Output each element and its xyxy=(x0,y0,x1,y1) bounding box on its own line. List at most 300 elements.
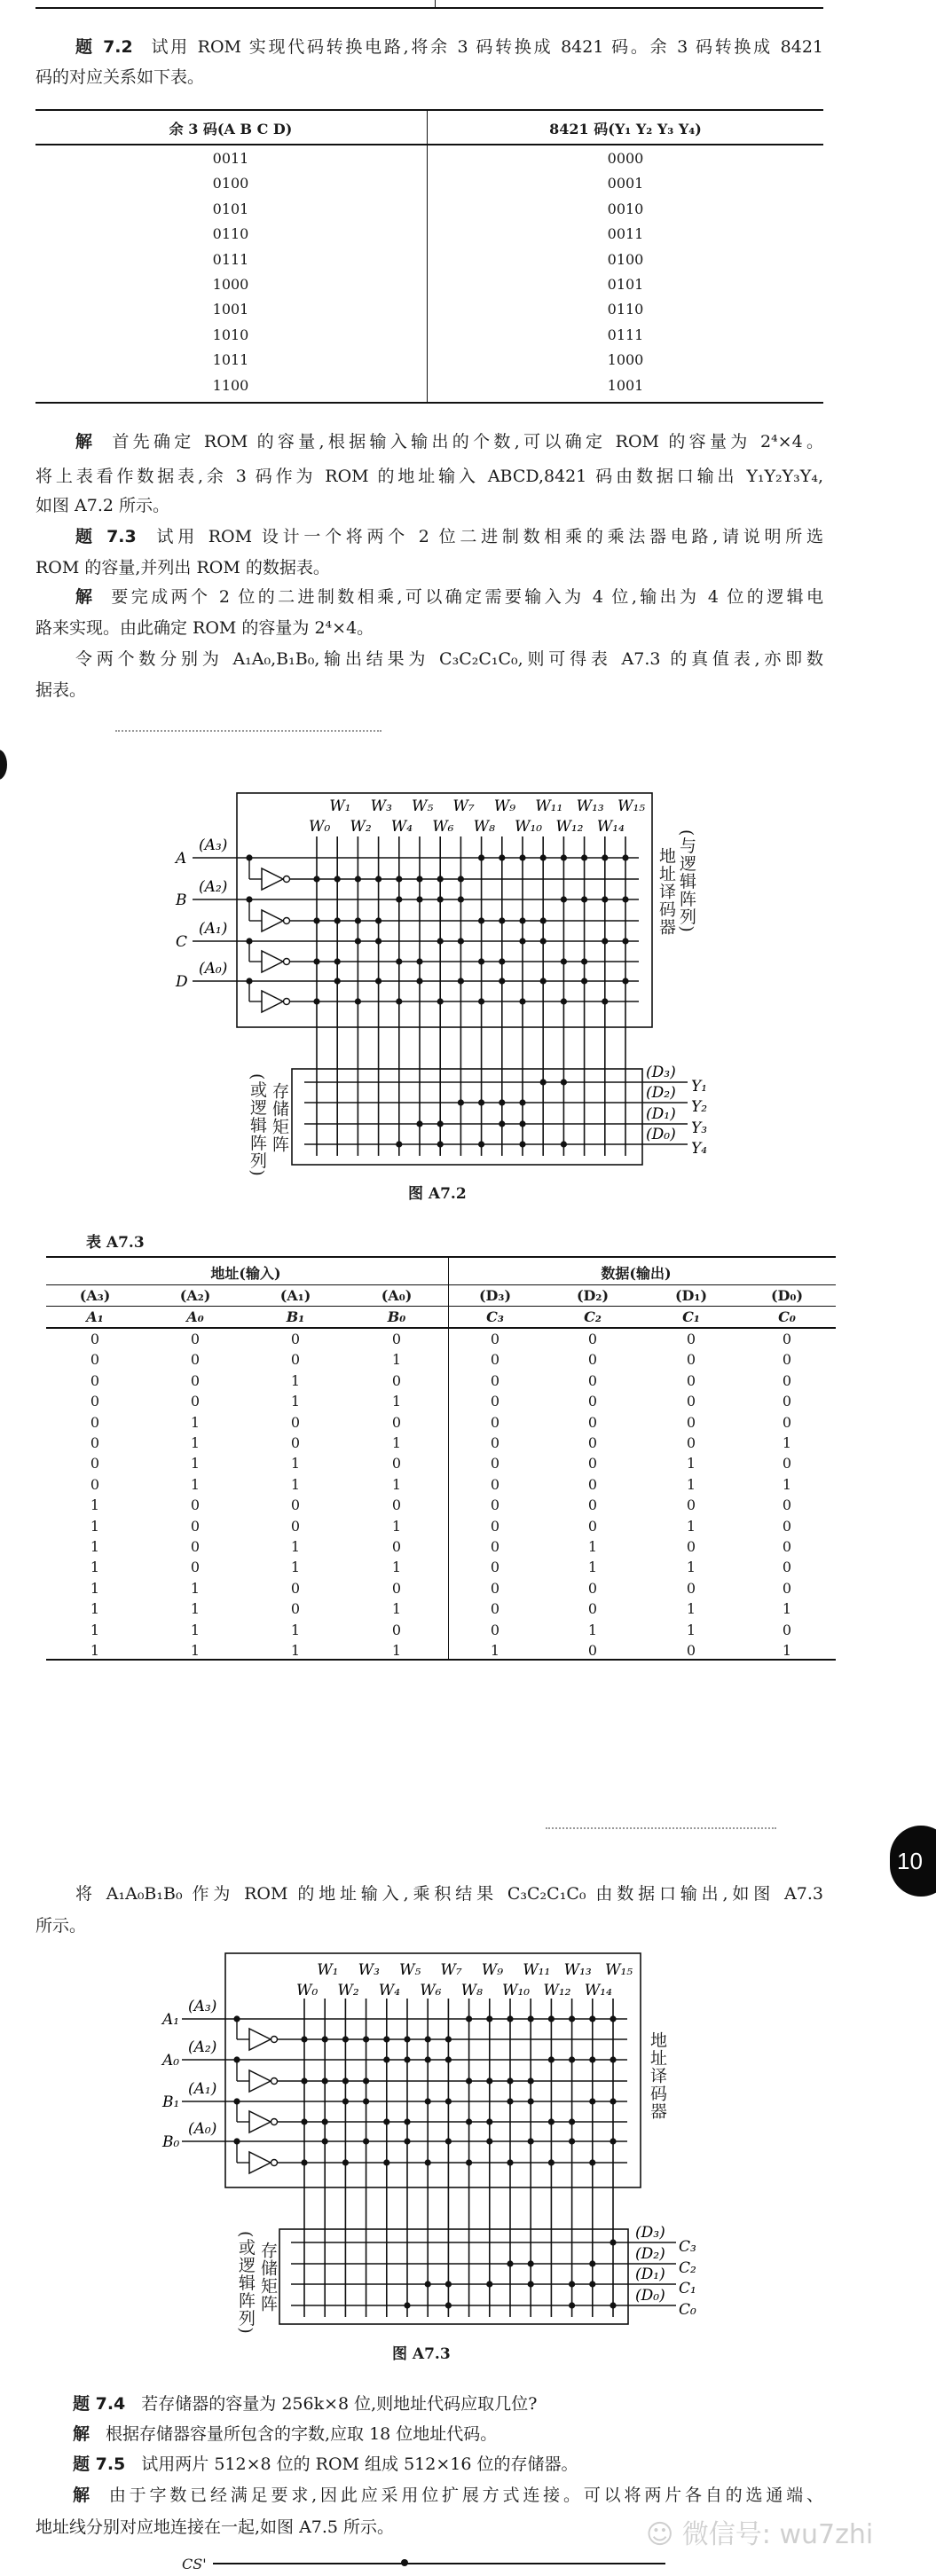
table-cell: 1 xyxy=(686,1600,696,1618)
table-cell: 1 xyxy=(587,1538,598,1555)
connection-dot xyxy=(569,2281,575,2287)
table-cell: 0 xyxy=(782,1331,792,1347)
input-address-label: (A₀) xyxy=(199,960,228,978)
table-cell: 1 xyxy=(782,1600,792,1618)
table-cell: 1 xyxy=(686,1517,696,1535)
table-cell: 0 xyxy=(290,1413,301,1431)
table-cell: 1 xyxy=(190,1475,201,1493)
table-cell-excess3: 0111 xyxy=(212,250,249,268)
word-label-w6: W₆ xyxy=(432,818,454,836)
connection-dot xyxy=(589,2281,595,2287)
table-cell: 0 xyxy=(290,1600,301,1618)
connection-dot xyxy=(445,2098,452,2104)
connection-dot xyxy=(610,2239,616,2245)
table-cell: 0 xyxy=(290,1351,301,1369)
word-label-w15: W₁₅ xyxy=(617,797,646,815)
table-cell: 0 xyxy=(686,1434,696,1451)
table-cell: 0 xyxy=(490,1579,500,1597)
problem-7-2-line-2: 码的对应关系如下表。 xyxy=(35,67,205,87)
table-cell: 0 xyxy=(686,1371,696,1389)
table-cell: 1 xyxy=(190,1621,201,1638)
var-header: A₁ xyxy=(86,1308,104,1325)
connection-dot xyxy=(528,2098,534,2104)
text: 试用两片 512×8 位的 ROM 组成 512×16 位的存储器。 xyxy=(141,2454,578,2474)
table-cell: 0 xyxy=(90,1413,100,1431)
table-cell: 1 xyxy=(391,1600,402,1618)
table-cell: 0 xyxy=(391,1579,402,1597)
table-cell: 1 xyxy=(90,1621,100,1638)
connection-dot xyxy=(589,2056,595,2062)
connection-dot xyxy=(404,2302,410,2308)
connection-dot xyxy=(548,2118,555,2124)
connection-dot xyxy=(363,2077,369,2084)
table-cell: 1 xyxy=(391,1434,402,1451)
problem-7-4 xyxy=(73,2392,537,2415)
word-label-w4: W₄ xyxy=(378,1982,401,1999)
paragraph-a7-3-line-2: 所示。 xyxy=(35,1916,87,1936)
var-header: B₁ xyxy=(286,1308,305,1325)
table-cell: 0 xyxy=(782,1496,792,1514)
word-label-w10: W₁₀ xyxy=(502,1982,531,1999)
connection-dot xyxy=(528,2260,534,2266)
table-cell: 0 xyxy=(490,1475,500,1493)
problem-7-2-label: 题 7.2 xyxy=(75,37,133,57)
table-cell: 1 xyxy=(90,1538,100,1555)
text: 若存储器的容量为 256k×8 位,则地址代码应取几位? xyxy=(141,2394,538,2414)
table-cell: 0 xyxy=(686,1579,696,1597)
connection-dot xyxy=(610,2138,616,2144)
table-cell: 0 xyxy=(90,1351,100,1369)
table-cell: 1 xyxy=(391,1559,402,1576)
connection-dot xyxy=(445,2138,452,2144)
table-cell: 0 xyxy=(490,1351,500,1369)
table-cell: 0 xyxy=(490,1559,500,1576)
word-label-w3: W₃ xyxy=(370,797,392,815)
table-cell: 1 xyxy=(782,1642,792,1659)
table-cell: 0 xyxy=(587,1600,598,1618)
table-cell: 0 xyxy=(290,1434,301,1451)
table-cell: 0 xyxy=(686,1393,696,1410)
text: 试用 ROM 设计一个将两个 2 位二进制数相乘的乘法器电路,请说明所选 xyxy=(152,527,823,546)
connection-dot xyxy=(569,2138,575,2144)
connection-dot xyxy=(445,2302,452,2308)
connection-dot xyxy=(548,2015,555,2022)
problem-7-4-label: 题 7.4 xyxy=(73,2394,126,2414)
table-cell: 0 xyxy=(490,1455,500,1473)
table-cell: 1 xyxy=(290,1621,301,1638)
input-label: B₀ xyxy=(162,2133,180,2151)
connection-dot xyxy=(301,2036,307,2042)
table-cell: 0 xyxy=(587,1496,598,1514)
table-cell-excess3: 1001 xyxy=(212,301,249,318)
connection-dot xyxy=(486,2281,492,2287)
table-cell: 0 xyxy=(490,1538,500,1555)
word-label-w5: W₅ xyxy=(399,1961,421,1979)
header-8421: 8421 码(Y₁ Y₂ Y₃ Y₄) xyxy=(549,121,702,137)
connection-dot xyxy=(322,2077,328,2084)
word-label-w9: W₉ xyxy=(481,1961,504,1979)
table-cell: 0 xyxy=(90,1475,100,1493)
var-header: C₂ xyxy=(584,1308,602,1325)
problem-7-5 xyxy=(73,2453,578,2476)
table-cell: 0 xyxy=(290,1496,301,1514)
connection-dot xyxy=(507,2159,513,2165)
table-cell: 0 xyxy=(490,1517,500,1535)
problem-7-5-label: 题 7.5 xyxy=(73,2454,126,2474)
table-cell: 1 xyxy=(190,1579,201,1597)
input-label: B₁ xyxy=(162,2093,180,2111)
connection-dot xyxy=(507,2077,513,2084)
table-cell: 1 xyxy=(290,1538,301,1555)
storage-box xyxy=(279,2229,628,2324)
connection-dot xyxy=(569,2015,575,2022)
solution-7-2-line-2: 将上表看作数据表,余 3 码作为 ROM 的地址输入 ABCD,8421 码由数据口输出 Y₁Y₂Y₃Y₄, xyxy=(35,467,823,486)
table-cell: 0 xyxy=(782,1413,792,1431)
output-label: Y₂ xyxy=(691,1098,708,1116)
table-cell: 1 xyxy=(391,1517,402,1535)
table-cell: 0 xyxy=(490,1413,500,1431)
junction-dot xyxy=(401,2559,408,2566)
table-a7-3-title: 表 A7.3 xyxy=(86,1234,145,1252)
text: 要完成两个 2 位的二进制数相乘,可以确定需要输入为 4 位,输出为 4 位的逻辑电 xyxy=(111,587,823,607)
connection-dot xyxy=(322,2036,328,2042)
connection-dot xyxy=(404,2036,410,2042)
output-data-label: (D₀) xyxy=(646,1126,676,1143)
output-data-label: (D₂) xyxy=(635,2245,665,2263)
connection-dot xyxy=(342,2077,349,2084)
table-cell: 0 xyxy=(391,1371,402,1389)
word-label-w7: W₇ xyxy=(440,1961,462,1979)
table-cell: 1 xyxy=(782,1475,792,1493)
connection-dot xyxy=(363,2036,369,2042)
table-cell: 1 xyxy=(90,1579,100,1597)
word-label-w11: W₁₁ xyxy=(535,797,563,815)
table-cell: 0 xyxy=(190,1538,201,1555)
table-cell: 0 xyxy=(391,1455,402,1473)
watermark-text: 微信号: wu7zhi xyxy=(681,2519,874,2550)
group-header-data: 数据(输出) xyxy=(601,1265,672,1282)
connection-dot xyxy=(322,2138,328,2144)
table-cell: 0 xyxy=(490,1393,500,1410)
solution-label: 解 xyxy=(75,587,96,607)
word-label-w0: W₀ xyxy=(309,818,331,836)
storage-label: 存储矩阵 xyxy=(270,1082,289,1153)
connection-dot xyxy=(404,2056,410,2062)
output-label: C₀ xyxy=(679,2301,696,2319)
table-cell: 1 xyxy=(391,1475,402,1493)
connection-dot xyxy=(486,2118,492,2124)
decoder-label: 地址译码器 xyxy=(657,847,676,936)
table-cell: 1 xyxy=(190,1600,201,1618)
addr-header: (D₃) xyxy=(478,1287,512,1304)
connection-dot xyxy=(404,2138,410,2144)
word-label-w6: W₆ xyxy=(420,1982,442,1999)
table-cell: 0 xyxy=(686,1496,696,1514)
table-cell-8421: 0001 xyxy=(607,175,644,192)
word-label-w1: W₁ xyxy=(329,797,351,815)
storage-label: 存储矩阵 xyxy=(258,2242,278,2313)
connection-dot xyxy=(589,2098,595,2104)
output-label: Y₄ xyxy=(691,1140,708,1158)
table-cell: 1 xyxy=(686,1455,696,1473)
inverter-bubble xyxy=(271,2119,278,2125)
connection-dot xyxy=(466,2159,472,2165)
connection-dot xyxy=(569,2056,575,2062)
table-cell: 0 xyxy=(782,1455,792,1473)
connection-dot xyxy=(507,2260,513,2266)
table-cell: 1 xyxy=(190,1455,201,1473)
var-header: C₃ xyxy=(486,1308,504,1325)
input-address-label: (A₀) xyxy=(188,2120,217,2138)
word-label-w8: W₈ xyxy=(460,1982,483,1999)
inverter-gate-icon xyxy=(249,2070,271,2092)
word-label-w7: W₇ xyxy=(452,797,475,815)
table-cell: 0 xyxy=(391,1331,402,1347)
table-cell: 0 xyxy=(391,1621,402,1638)
input-label: A₁ xyxy=(162,2011,180,2029)
table-cell-8421: 0101 xyxy=(607,276,644,293)
decoder-label: 地址译码器 xyxy=(648,2031,667,2120)
input-address-label: (A₃) xyxy=(188,1998,217,2015)
solution-label: 解 xyxy=(75,432,97,452)
solution-7-5-line-2: 地址线分别对应地连接在一起,如图 A7.5 所示。 xyxy=(35,2517,395,2537)
table-cell: 0 xyxy=(190,1517,201,1535)
connection-dot xyxy=(445,2036,452,2042)
connection-dot xyxy=(425,2281,431,2287)
table-cell: 0 xyxy=(490,1371,500,1389)
connection-dot xyxy=(342,2036,349,2042)
table-cell: 1 xyxy=(90,1496,100,1514)
input-label: C xyxy=(176,933,188,951)
table-cell: 0 xyxy=(587,1455,598,1473)
solution-7-3-line-2: 路来实现。由此确定 ROM 的容量为 2⁴×4。 xyxy=(35,618,374,638)
connection-dot xyxy=(466,2015,472,2022)
table-cell: 0 xyxy=(686,1351,696,1369)
solution-7-4 xyxy=(73,2423,497,2446)
output-label: C₃ xyxy=(679,2238,696,2256)
watermark xyxy=(646,2512,873,2551)
addr-header: (D₁) xyxy=(674,1287,708,1304)
table-cell: 1 xyxy=(190,1434,201,1451)
table-cell: 0 xyxy=(782,1351,792,1369)
table-cell: 1 xyxy=(686,1559,696,1576)
table-cell-8421: 0111 xyxy=(607,326,644,343)
connection-dot xyxy=(528,2077,534,2084)
table-cell-excess3: 0100 xyxy=(212,175,249,192)
connection-dot xyxy=(486,2138,492,2144)
table-cell: 0 xyxy=(190,1351,201,1369)
wechat-icon: ☺ xyxy=(646,2519,682,2550)
input-address-label: (A₂) xyxy=(199,878,228,896)
table-cell: 0 xyxy=(587,1393,598,1410)
table-cell-8421: 0100 xyxy=(607,250,644,268)
table-cell-excess3: 1000 xyxy=(212,276,249,293)
connection-dot xyxy=(610,2098,616,2104)
table-cell: 0 xyxy=(587,1371,598,1389)
table-cell: 0 xyxy=(190,1559,201,1576)
table-cell: 0 xyxy=(290,1331,301,1347)
connection-dot xyxy=(383,2159,389,2165)
inverter-bubble xyxy=(271,2078,278,2085)
table-cell: 1 xyxy=(290,1393,301,1410)
text: 首先确定 ROM 的容量,根据输入输出的个数,可以确定 ROM 的容量为 2⁴×4。 xyxy=(112,432,823,452)
word-label-w2: W₂ xyxy=(337,1982,359,1999)
table-cell: 0 xyxy=(782,1559,792,1576)
table-cell: 0 xyxy=(290,1517,301,1535)
connection-dot xyxy=(383,2036,389,2042)
table-cell: 1 xyxy=(190,1413,201,1431)
table-cell: 0 xyxy=(782,1621,792,1638)
var-header: B₀ xyxy=(387,1308,406,1325)
connection-dot xyxy=(569,2118,575,2124)
output-label: C₁ xyxy=(679,2280,696,2297)
output-data-label: (D₃) xyxy=(646,1064,676,1081)
table-cell: 0 xyxy=(587,1475,598,1493)
connection-dot xyxy=(466,2077,472,2084)
text: 由于字数已经满足要求,因此应采用位扩展方式连接。可以将两片各自的选通端、 xyxy=(108,2486,823,2505)
var-header: C₀ xyxy=(778,1308,796,1325)
inverter-bubble xyxy=(271,2037,278,2043)
connection-dot xyxy=(548,2056,555,2062)
table-cell: 1 xyxy=(90,1559,100,1576)
page-number-badge: 10 xyxy=(890,1826,936,1897)
text: 根据存储器容量所包含的字数,应取 18 位地址代码。 xyxy=(106,2424,498,2444)
table-cell-8421: 0011 xyxy=(607,225,644,243)
word-label-w12: W₁₂ xyxy=(543,1982,571,1999)
table-cell: 1 xyxy=(587,1621,598,1638)
word-label-w10: W₁₀ xyxy=(515,818,543,836)
table-cell: 1 xyxy=(782,1434,792,1451)
problem-7-3-label: 题 7.3 xyxy=(75,527,137,546)
table-cell-8421: 0110 xyxy=(607,301,644,318)
table-cell: 0 xyxy=(391,1538,402,1555)
table-cell: 0 xyxy=(782,1517,792,1535)
table-cell: 0 xyxy=(686,1642,696,1659)
word-label-w0: W₀ xyxy=(296,1982,319,1999)
connection-dot xyxy=(301,2077,307,2084)
figure-a7-3-caption: 图 A7.3 xyxy=(392,2345,451,2363)
word-label-w15: W₁₅ xyxy=(605,1961,633,1979)
table-cell: 0 xyxy=(587,1517,598,1535)
input-address-label: (A₂) xyxy=(188,2038,217,2056)
word-label-w2: W₂ xyxy=(350,818,372,836)
input-label: A xyxy=(176,850,187,868)
header-excess3: 余 3 码(A B C D) xyxy=(169,121,293,137)
table-cell: 1 xyxy=(587,1559,598,1576)
connection-dot xyxy=(610,2015,616,2022)
word-label-w13: W₁₃ xyxy=(576,797,604,815)
connection-dot xyxy=(363,2138,369,2144)
table-cell: 0 xyxy=(587,1413,598,1431)
output-label: Y₃ xyxy=(691,1119,708,1137)
connection-dot xyxy=(589,2260,595,2266)
solution-7-3-para2-line-1: 令两个数分别为 A₁A₀,B₁B₀,输出结果为 C₃C₂C₁C₀,则可得表 A7.3 的真值表,亦即数 xyxy=(75,649,823,669)
word-label-w14: W₁₄ xyxy=(584,1982,612,1999)
table-cell: 0 xyxy=(686,1331,696,1347)
connection-dot xyxy=(528,2138,534,2144)
table-cell: 0 xyxy=(90,1331,100,1347)
table-cell: 0 xyxy=(490,1434,500,1451)
connection-dot xyxy=(342,2159,349,2165)
var-header: A₀ xyxy=(186,1308,204,1325)
solution-7-3-para2-line-2: 据表。 xyxy=(35,680,87,700)
group-header-address: 地址(输入) xyxy=(210,1265,281,1282)
cs-line xyxy=(213,2563,665,2564)
table-cell: 0 xyxy=(490,1600,500,1618)
table-cell: 0 xyxy=(290,1579,301,1597)
inverter-bubble xyxy=(271,2160,278,2166)
table-cell: 1 xyxy=(90,1517,100,1535)
connection-dot xyxy=(342,2098,349,2104)
table-cell: 0 xyxy=(782,1393,792,1410)
solution-7-2-line-3: 如图 A7.2 所示。 xyxy=(35,496,170,515)
input-address-label: (A₃) xyxy=(199,836,228,854)
connection-dot xyxy=(445,2281,452,2287)
solution-7-5-line-1 xyxy=(73,2484,823,2507)
connection-dot xyxy=(383,2056,389,2062)
input-label: D xyxy=(176,973,188,991)
table-cell: 1 xyxy=(686,1621,696,1638)
connection-dot xyxy=(507,2098,513,2104)
connection-dot xyxy=(486,2077,492,2084)
connection-dot xyxy=(404,2118,410,2124)
output-data-label: (D₁) xyxy=(635,2266,665,2283)
table-cell: 1 xyxy=(290,1455,301,1473)
table-cell: 1 xyxy=(391,1393,402,1410)
table-cell: 1 xyxy=(90,1642,100,1659)
word-label-w11: W₁₁ xyxy=(523,1961,551,1979)
connection-dot xyxy=(466,2118,472,2124)
table-cell: 0 xyxy=(587,1351,598,1369)
table-cell-8421: 1001 xyxy=(607,376,644,394)
table-cell: 0 xyxy=(190,1496,201,1514)
connection-dot xyxy=(548,2159,555,2165)
storage-label-alt: (或逻辑阵列) xyxy=(236,2231,256,2335)
addr-header: (A₃) xyxy=(79,1287,111,1304)
table-cell: 0 xyxy=(90,1434,100,1451)
connection-dot xyxy=(610,2302,616,2308)
table-cell: 0 xyxy=(490,1496,500,1514)
table-cell: 0 xyxy=(782,1538,792,1555)
table-cell: 1 xyxy=(391,1351,402,1369)
table-cell: 0 xyxy=(686,1538,696,1555)
decoder-label-alt: (与逻辑阵列) xyxy=(677,829,696,933)
table-cell-8421: 1000 xyxy=(607,351,644,369)
connection-dot xyxy=(569,2302,575,2308)
connection-dot xyxy=(589,2159,595,2165)
table-cell-8421: 0000 xyxy=(607,150,644,167)
table-cell: 0 xyxy=(587,1579,598,1597)
table-cell: 0 xyxy=(90,1455,100,1473)
table-cell: 1 xyxy=(686,1475,696,1493)
word-label-w9: W₉ xyxy=(493,797,516,815)
solution-label: 解 xyxy=(73,2424,90,2444)
connection-dot xyxy=(425,2036,431,2042)
output-label: C₂ xyxy=(679,2259,696,2277)
figure-a7-2-caption: 图 A7.2 xyxy=(408,1185,467,1203)
table-cell: 0 xyxy=(490,1621,500,1638)
solution-label: 解 xyxy=(73,2486,93,2505)
table-cell: 0 xyxy=(782,1579,792,1597)
table-cell: 1 xyxy=(90,1600,100,1618)
connection-dot xyxy=(486,2015,492,2022)
table-cell: 0 xyxy=(391,1413,402,1431)
table-cell: 0 xyxy=(90,1393,100,1410)
addr-header: (D₀) xyxy=(770,1287,804,1304)
input-label: A₀ xyxy=(162,2052,180,2069)
inverter-gate-icon xyxy=(249,2111,271,2132)
connection-dot xyxy=(589,2015,595,2022)
